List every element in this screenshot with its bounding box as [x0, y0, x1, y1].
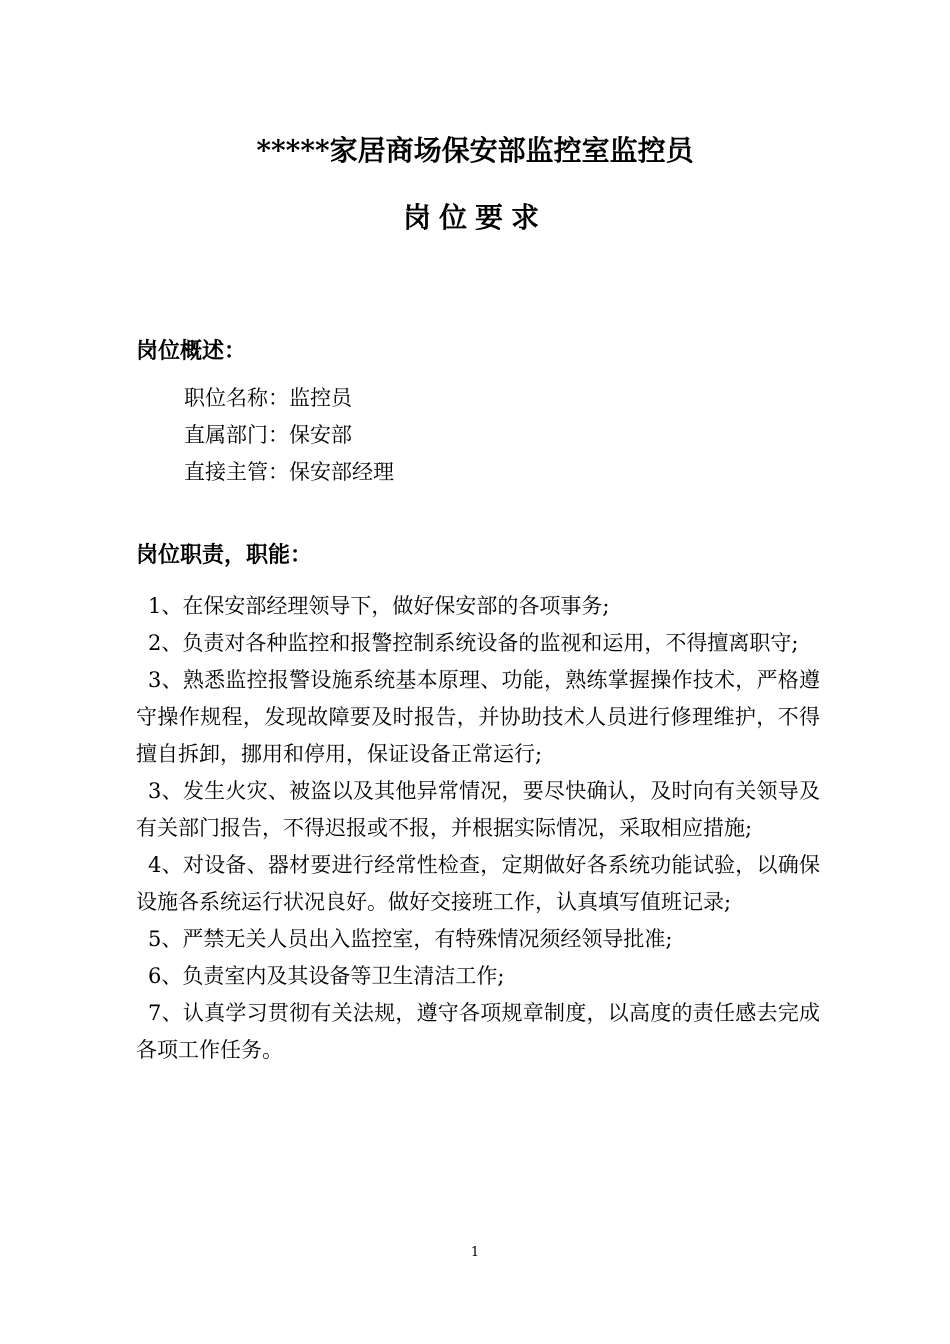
overview-item-position [184, 380, 394, 417]
duty-item: 4、对设备、器材要进行经常性检查，定期做好各系统功能试验，以确保设施各系统运行状况良好。做好交接班工作，认真填写值班记录; [136, 853, 820, 914]
page-number: 1 [470, 1245, 480, 1260]
overview-label: 职位名称： [184, 386, 289, 410]
duties-heading: 岗位职责，职能： [136, 542, 313, 568]
duty-item: 3、发生火灾、被盗以及其他异常情况，要尽快确认，及时向有关领导及有关部门报告，不得迟报或不报，并根据实际情况，采取相应措施; [136, 779, 820, 840]
duty-item: 7、认真学习贯彻有关法规，遵守各项规章制度，以高度的责任感去完成各项工作任务。 [136, 1001, 820, 1062]
document-subtitle: 岗位要求 [402, 201, 547, 234]
duty-item: 6、负责室内及其设备等卫生清洁工作; [148, 964, 505, 988]
duty-item: 2、负责对各种监控和报警控制系统设备的监视和运用，不得擅离职守; [148, 631, 799, 655]
document-title: *****家居商场保安部监控室监控员 [256, 134, 694, 167]
overview-item-supervisor [184, 454, 394, 491]
duty-item: 1、在保安部经理领导下，做好保安部的各项事务; [148, 594, 610, 618]
overview-value: 监控员 [289, 386, 352, 410]
overview-label: 直接主管： [184, 460, 289, 484]
overview-label: 直属部门： [184, 423, 289, 447]
duty-item: 5、严禁无关人员出入监控室，有特殊情况须经领导批准; [148, 927, 673, 951]
duty-item: 3、熟悉监控报警设施系统基本原理、功能，熟练掌握操作技术，严格遵守操作规程，发现故障要及时报告，并协助技术人员进行修理维护，不得擅自拆卸，挪用和停用，保证设备正常运行; [136, 668, 820, 766]
overview-heading: 岗位概述： [136, 338, 247, 364]
overview-list [184, 380, 394, 491]
overview-value: 保安部 [289, 423, 352, 447]
duties-list [136, 588, 820, 1069]
overview-item-department [184, 417, 394, 454]
overview-value: 保安部经理 [289, 460, 394, 484]
